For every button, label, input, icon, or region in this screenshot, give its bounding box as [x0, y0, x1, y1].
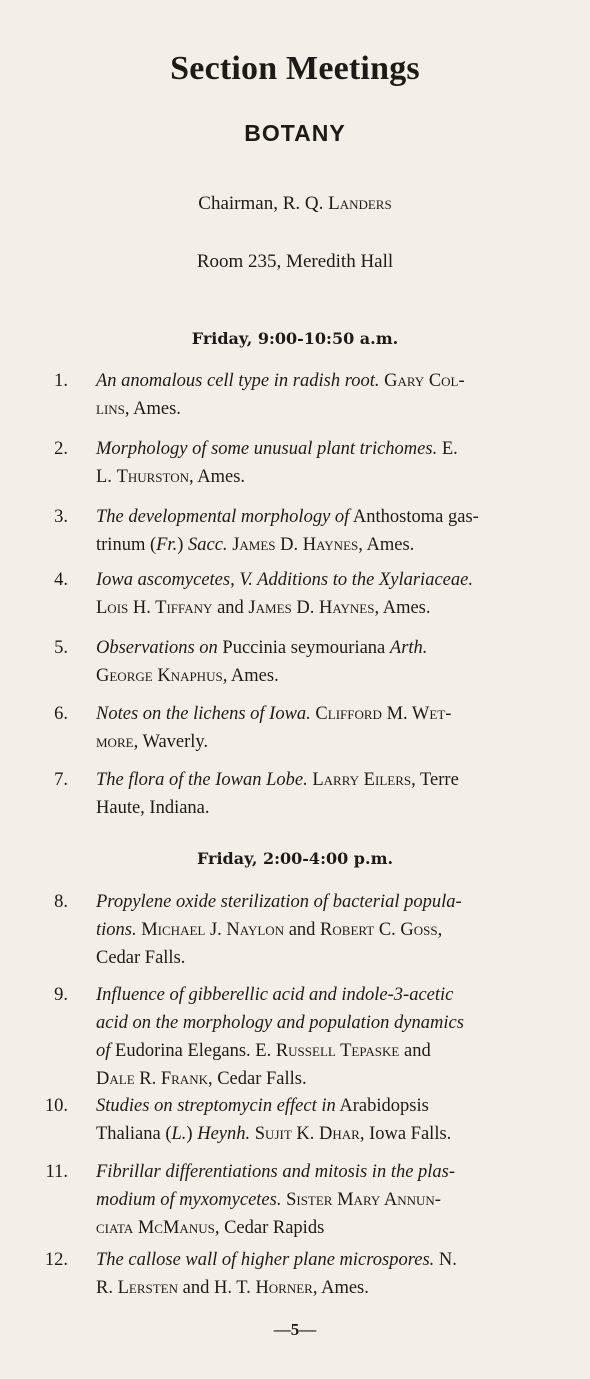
item-text-segment: lins: [96, 399, 125, 419]
item-text: [96, 435, 544, 491]
chairman-prefix: Chairman, R. Q.: [198, 193, 329, 214]
item-text-segment: Puccinia seymouriana: [217, 638, 390, 658]
item-text-segment: , Cedar Falls.: [207, 1069, 307, 1089]
item-text: [96, 700, 544, 756]
item-number: 2.: [54, 439, 68, 459]
item-line: [96, 634, 544, 662]
item-title-segment: Studies on streptomycin effect in: [96, 1096, 336, 1116]
item-title-segment: An anomalous cell type in radish root.: [96, 371, 380, 391]
item-text-segment: Sujit K. Dhar: [250, 1124, 360, 1144]
item-text-segment: and: [399, 1041, 431, 1061]
item-text-segment: , Ames.: [312, 1278, 369, 1298]
item-text: [96, 981, 544, 1093]
item-line: [96, 1246, 544, 1274]
item-number: 12.: [44, 1250, 68, 1270]
item-text-segment: ): [177, 535, 188, 555]
item-number: 9.: [54, 985, 68, 1005]
item-text-segment: Larry Eilers: [307, 770, 412, 790]
item-title-segment: of: [96, 1041, 111, 1061]
item-line: [96, 531, 544, 559]
item-line: [96, 1009, 544, 1037]
item-text-segment: Anthostoma gas-: [349, 507, 479, 527]
item-line: [96, 766, 544, 794]
item-line: [96, 794, 544, 822]
item-text-segment: Clifford M. Wet-: [310, 704, 452, 724]
item-line: [96, 700, 544, 728]
item-text-segment: and: [212, 598, 249, 618]
item-text-segment: Russell Tepaske: [275, 1041, 400, 1061]
item-number: 11.: [45, 1162, 68, 1182]
item-text: [96, 766, 544, 822]
item-title-segment: tions.: [96, 920, 137, 940]
item-text: [96, 1158, 544, 1242]
section-heading: BOTANY: [244, 120, 346, 146]
item-text-segment: E.: [437, 439, 458, 459]
item-text-segment: , Cedar Rapids: [214, 1218, 325, 1238]
item-text-segment: Gary Col-: [379, 371, 465, 391]
item-text-segment: Thurston: [116, 467, 190, 487]
item-line: [96, 463, 544, 491]
item-line: [96, 944, 544, 972]
item-text-segment: , Iowa Falls.: [359, 1124, 452, 1144]
item-text: [96, 1092, 544, 1148]
item-text-segment: and H. T.: [178, 1278, 256, 1298]
item-line: [96, 1037, 544, 1065]
session-heading-morning: Friday, 9:00-10:50 a.m.: [191, 329, 399, 348]
item-line: [96, 728, 544, 756]
item-line: [96, 395, 544, 423]
item-text-segment: Haute, Indiana.: [96, 798, 210, 818]
item-text-segment: , Waverly.: [133, 732, 209, 752]
item-title-segment: modium of myxomycetes.: [96, 1190, 282, 1210]
item-text-segment: R.: [96, 1278, 118, 1298]
item-text: [96, 888, 544, 972]
item-line: [96, 1158, 544, 1186]
item-title-segment: Influence of gibberellic acid and indole-3-acetic: [96, 985, 454, 1005]
item-line: [96, 1092, 544, 1120]
item-text-segment: Michael J. Naylon: [136, 920, 285, 940]
item-line: [96, 566, 544, 594]
session-heading-afternoon: Friday, 2:00-4:00 p.m.: [196, 849, 394, 868]
item-text: [96, 634, 544, 690]
item-title-segment: The callose wall of higher plane microspores.: [96, 1250, 435, 1270]
item-number: 6.: [54, 704, 68, 724]
chairman-line: [0, 193, 590, 215]
item-line: [96, 367, 544, 395]
item-text-segment: Sister Mary Annun-: [281, 1190, 441, 1210]
page-title: Section Meetings: [170, 50, 420, 87]
room-line: Room 235, Meredith Hall: [196, 251, 394, 272]
item-number: 5.: [54, 638, 68, 658]
item-text-segment: Dale R. Frank: [96, 1069, 208, 1089]
item-text-segment: Arabidopsis: [335, 1096, 429, 1116]
item-title-segment: L.: [171, 1124, 187, 1144]
item-text-segment: , Ames.: [124, 399, 181, 419]
item-text: [96, 367, 544, 423]
item-number: 1.: [54, 371, 68, 391]
item-text-segment: , Ames.: [222, 666, 279, 686]
item-text-segment: trinum (: [96, 535, 157, 555]
item-line: [96, 1186, 544, 1214]
item-text-segment: , Terre: [411, 770, 459, 790]
item-text-segment: , Ames.: [358, 535, 415, 555]
item-line: [96, 981, 544, 1009]
item-title-segment: Iowa ascomycetes, V. Additions to the Xylariaceae.: [96, 570, 473, 590]
item-title-segment: Notes on the lichens of Iowa.: [96, 704, 311, 724]
item-text-segment: James D. Haynes: [248, 598, 375, 618]
item-number: 4.: [54, 570, 68, 590]
item-text: [96, 566, 544, 622]
item-text-segment: Lois H. Tiffany: [96, 598, 213, 618]
item-line: [96, 594, 544, 622]
item-text-segment: ciata McManus: [96, 1218, 215, 1238]
item-text-segment: Thaliana (: [96, 1124, 172, 1144]
item-text-segment: ): [186, 1124, 198, 1144]
item-text-segment: more: [96, 732, 134, 752]
item-number: 8.: [54, 892, 68, 912]
item-line: [96, 503, 544, 531]
item-text-segment: Horner: [255, 1278, 313, 1298]
chairman-name: Landers: [328, 193, 392, 214]
item-title-segment: Observations on: [96, 638, 218, 658]
item-text-segment: , Ames.: [189, 467, 246, 487]
item-text-segment: ,: [437, 920, 443, 940]
item-text-segment: James D. Haynes: [227, 535, 359, 555]
item-number: 3.: [54, 507, 68, 527]
item-title-segment: The developmental morphology of: [96, 507, 350, 527]
item-title-segment: The flora of the Iowan Lobe.: [96, 770, 308, 790]
item-text-segment: Lersten: [117, 1278, 179, 1298]
item-text: [96, 1246, 544, 1302]
item-line: [96, 1274, 544, 1302]
item-text-segment: Cedar Falls.: [96, 948, 186, 968]
item-line: [96, 662, 544, 690]
item-title-segment: Propylene oxide sterilization of bacterial popula-: [96, 892, 462, 912]
item-line: [96, 888, 544, 916]
item-text-segment: and: [284, 920, 321, 940]
item-text: [96, 503, 544, 559]
item-title-segment: acid on the morphology and population dynamics: [96, 1013, 464, 1033]
item-line: [96, 916, 544, 944]
item-number: 7.: [54, 770, 68, 790]
item-number: 10.: [44, 1096, 68, 1116]
item-text-segment: George Knaphus: [96, 666, 223, 686]
item-text-segment: Robert C. Goss: [320, 920, 438, 940]
page-number: —5—: [273, 1320, 317, 1339]
item-title-segment: Arth.: [389, 638, 428, 658]
item-line: [96, 435, 544, 463]
item-line: [96, 1120, 544, 1148]
item-text-segment: L.: [96, 467, 117, 487]
item-text-segment: , Ames.: [374, 598, 431, 618]
item-title-segment: Fr.: [156, 535, 178, 555]
item-line: [96, 1214, 544, 1242]
item-title-segment: Heynh.: [197, 1124, 251, 1144]
item-title-segment: Morphology of some unusual plant trichomes.: [96, 439, 438, 459]
item-title-segment: Sacc.: [188, 535, 228, 555]
item-title-segment: Fibrillar differentiations and mitosis in the plas-: [96, 1162, 456, 1182]
item-text-segment: N.: [434, 1250, 457, 1270]
item-text-segment: Eudorina Elegans. E.: [110, 1041, 276, 1061]
item-line: [96, 1065, 544, 1093]
